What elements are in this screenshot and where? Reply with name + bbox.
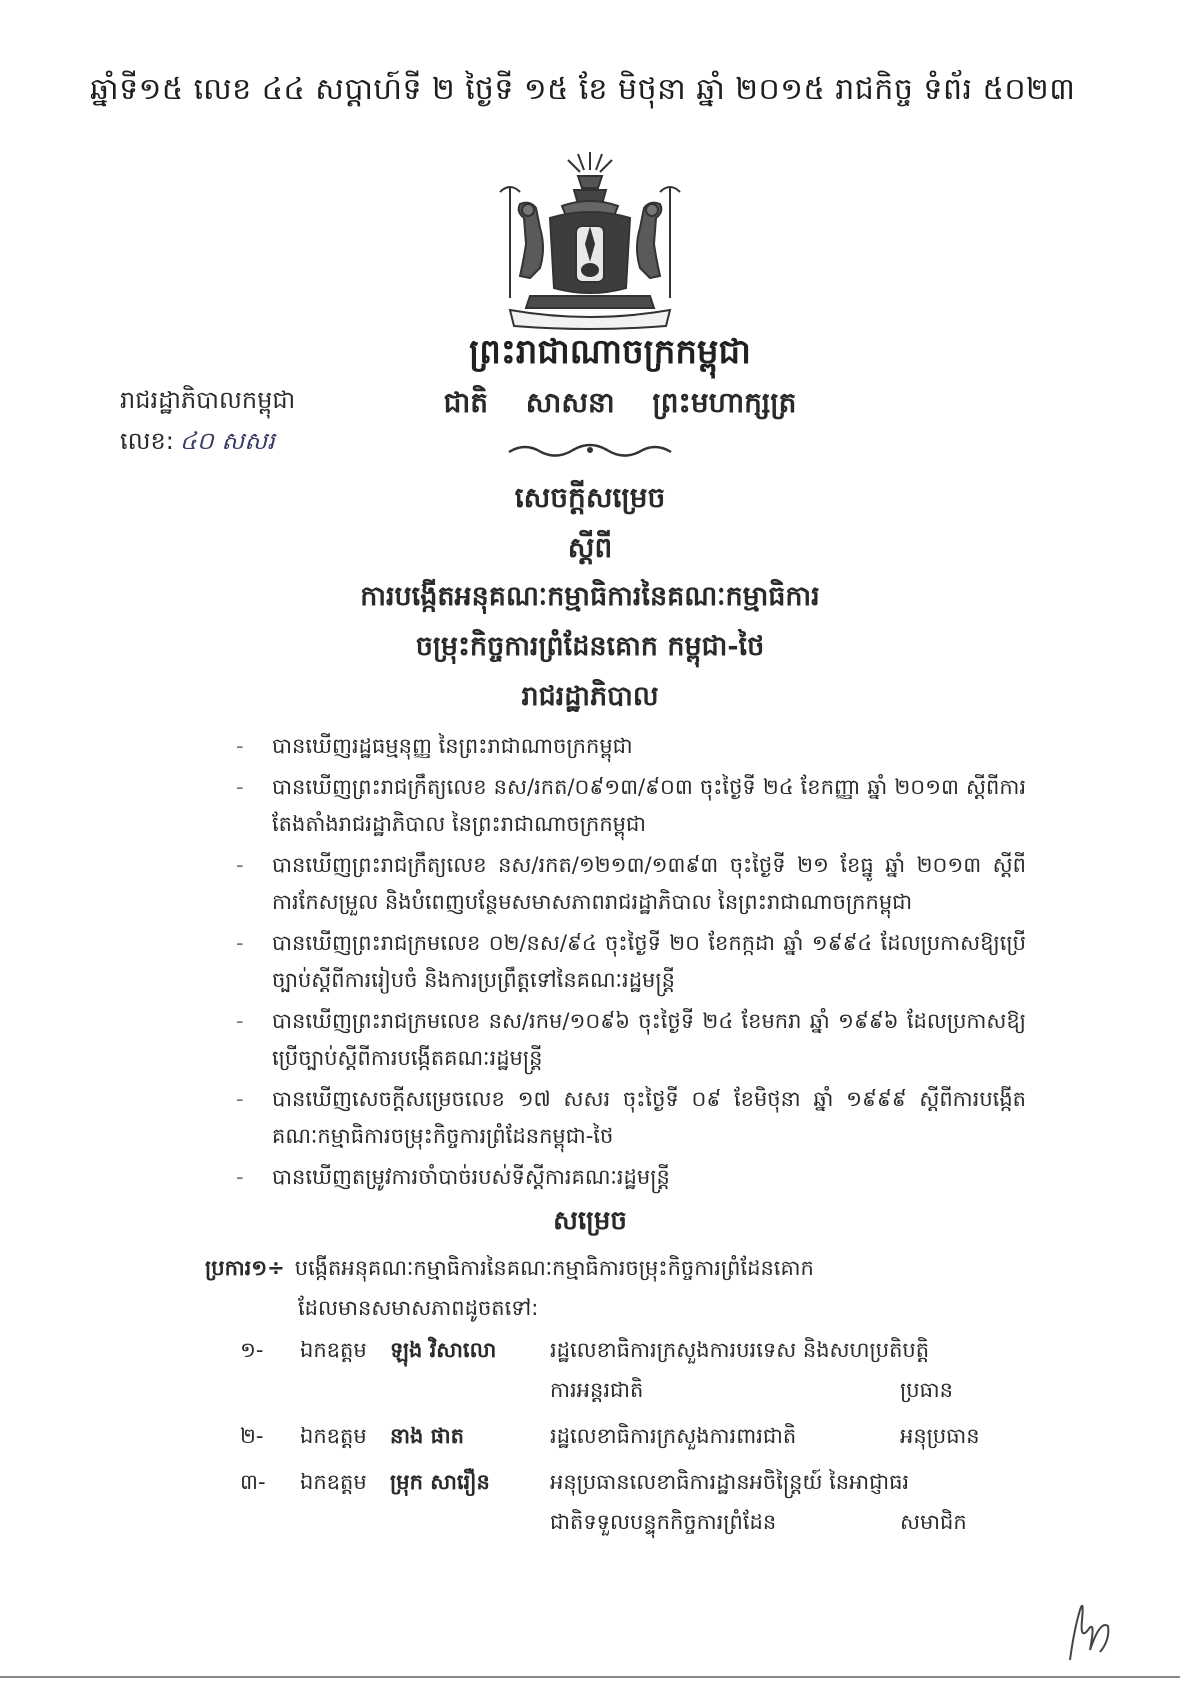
member-title: ឯកឧត្ដម [300,1338,367,1362]
legal-basis-item: - បានឃើញព្រះរាជក្រមលេខ ០២/នស/៩៤ ចុះថ្ងៃទី ២០ ខែកក្កដា ឆ្នាំ ១៩៩៤ ដែលប្រកាសឱ្យប្រើច្បាប់ស្ដីពីការរៀបចំ និងការប្រព្រឹត្តទៅនៃគណៈរដ្ឋមន្ត្រី [236,925,1026,999]
article-label: ប្រការ១÷ [205,1256,285,1280]
document-type-title: សេចក្ដីសម្រេច [514,481,666,514]
document-number-label: លេខ: [120,427,174,455]
legal-basis-item: - បានឃើញព្រះរាជក្រមលេខ នស/រកម/១០៩៦ ចុះថ្ងៃទី ២៤ ខែមករា ឆ្នាំ ១៩៩៦ ដែលប្រកាសឱ្យប្រើច្បាប់ស្ដីពីការបង្កើតគណៈរដ្ឋមន្ត្រី [236,1003,1026,1077]
legal-basis-item: - បានឃើញតម្រូវការចាំបាច់របស់ទីស្ដីការគណៈរដ្ឋមន្ត្រី [236,1159,1026,1196]
kingdom-name: ព្រះរាជាណាចក្រកម្ពុជា [469,332,751,372]
member-title: ឯកឧត្ដម [300,1424,367,1448]
member-name: ឡុង វិសាលោ [390,1338,497,1362]
member-position: រដ្ឋលេខាធិការក្រសួងការពារជាតិ [550,1424,797,1448]
page-bottom-rule [0,1676,1180,1678]
member-list [240,1330,1080,1548]
member-number: ៣- [240,1470,266,1494]
member-row [240,1462,1080,1548]
member-name: នាង ផាត [390,1424,464,1448]
document-number [120,426,360,461]
member-position: រដ្ឋលេខាធិការក្រសួងការបរទេស និងសហប្រតិបត្តិការអន្តរជាតិ [550,1338,930,1402]
member-role: ប្រធាន [900,1378,953,1402]
legal-basis-item: - បានឃើញព្រះរាជក្រឹត្យលេខ នស/រកត/០៩១៣/៩០៣ ចុះថ្ងៃទី ២៤ ខែកញ្ញា ឆ្នាំ ២០១៣ ស្ដីពីការតែងតាំងរាជរដ្ឋាភិបាល នៃព្រះរាជាណាចក្រកម្ពុជា [236,769,1026,843]
bullet-dash: - [236,1087,244,1111]
member-title: ឯកឧត្ដម [300,1470,367,1494]
legal-basis-item: - បានឃើញសេចក្ដីសម្រេចលេខ ១៧ សសរ ចុះថ្ងៃទី ០៩ ខែមិថុនា ឆ្នាំ ១៩៩៩ ស្ដីពីការបង្កើតគណៈកម្មាធិការចម្រុះកិច្ចការព្រំដែនកម្ពុជា-ថៃ [236,1081,1026,1155]
issuing-authority-block [120,385,360,461]
article-text-line-2: ដែលមានសមាសភាពដូចតទៅ: [298,1296,539,1320]
title-about: ស្ដីពី [567,531,613,564]
member-row [240,1416,1080,1462]
article-text-line-1: បង្កើតអនុគណៈកម្មាធិការនៃគណៈកម្មាធិការចម្រុះកិច្ចការព្រំដែនគោក [294,1256,814,1280]
bullet-dash: - [236,853,244,877]
member-role: សមាជិក [900,1510,967,1534]
royal-coat-of-arms-icon [490,148,690,330]
bullet-dash: - [236,931,244,955]
gazette-header-line: ឆ្នាំទី១៥ លេខ ៤៤ សប្ដាហ៍ទី ២ ថ្ងៃទី ១៥ ខែ មិថុនា ឆ្នាំ ២០១៥ រាជកិច្ច ទំព័រ ៥០២៣ [90,72,1076,107]
divider-ornament-icon [505,440,675,460]
member-number: ១- [240,1338,264,1362]
member-position: អនុប្រធានលេខាធិការដ្ឋានអចិន្ត្រៃយ៍ នៃអាជ្ញាធរជាតិទទួលបន្ទុកកិច្ចការព្រំដែន [550,1470,910,1534]
national-motto: ជាតិ សាសនា ព្រះមហាក្សត្រ [443,386,797,419]
bullet-dash: - [236,1165,244,1189]
bullet-dash: - [236,734,244,758]
legal-basis-item: - បានឃើញព្រះរាជក្រឹត្យលេខ នស/រកត/១២១៣/១៣៩៣ ចុះថ្ងៃទី ២១ ខែធ្នូ ឆ្នាំ ២០១៣ ស្ដីពីការកែសម្រួល និងបំពេញបន្ថែមសមាសភាពរាជរដ្ឋាភិបាល នៃព្រះរាជាណាចក្រកម្ពុជា [236,847,1026,921]
handwritten-initials-icon [1060,1590,1120,1670]
issuing-body-heading: រាជរដ្ឋាភិបាល [521,681,659,712]
member-name: ម្រុក សារឿន [390,1470,490,1494]
member-number: ២- [240,1424,264,1448]
legal-basis-list [236,728,1026,1200]
article-1 [205,1248,1065,1328]
bullet-dash: - [236,775,244,799]
government-name: រាជរដ្ឋាភិបាលកម្ពុជា [120,386,296,414]
title-subject-line-1: ការបង្កើតអនុគណៈកម្មាធិការនៃគណៈកម្មាធិការ [360,581,820,612]
bullet-dash: - [236,1009,244,1033]
member-role: អនុប្រធាន [900,1424,980,1448]
title-subject-line-2: ចម្រុះកិច្ចការព្រំដែនគោក កម្ពុជា-ថៃ [415,631,765,662]
legal-basis-item: - បានឃើញរដ្ឋធម្មនុញ្ញ នៃព្រះរាជាណាចក្រកម្ពុជា [236,728,1026,765]
decision-heading: សម្រេច [553,1206,627,1236]
document-number-value: ៤០ សសរ [179,427,275,455]
member-row [240,1330,1080,1416]
